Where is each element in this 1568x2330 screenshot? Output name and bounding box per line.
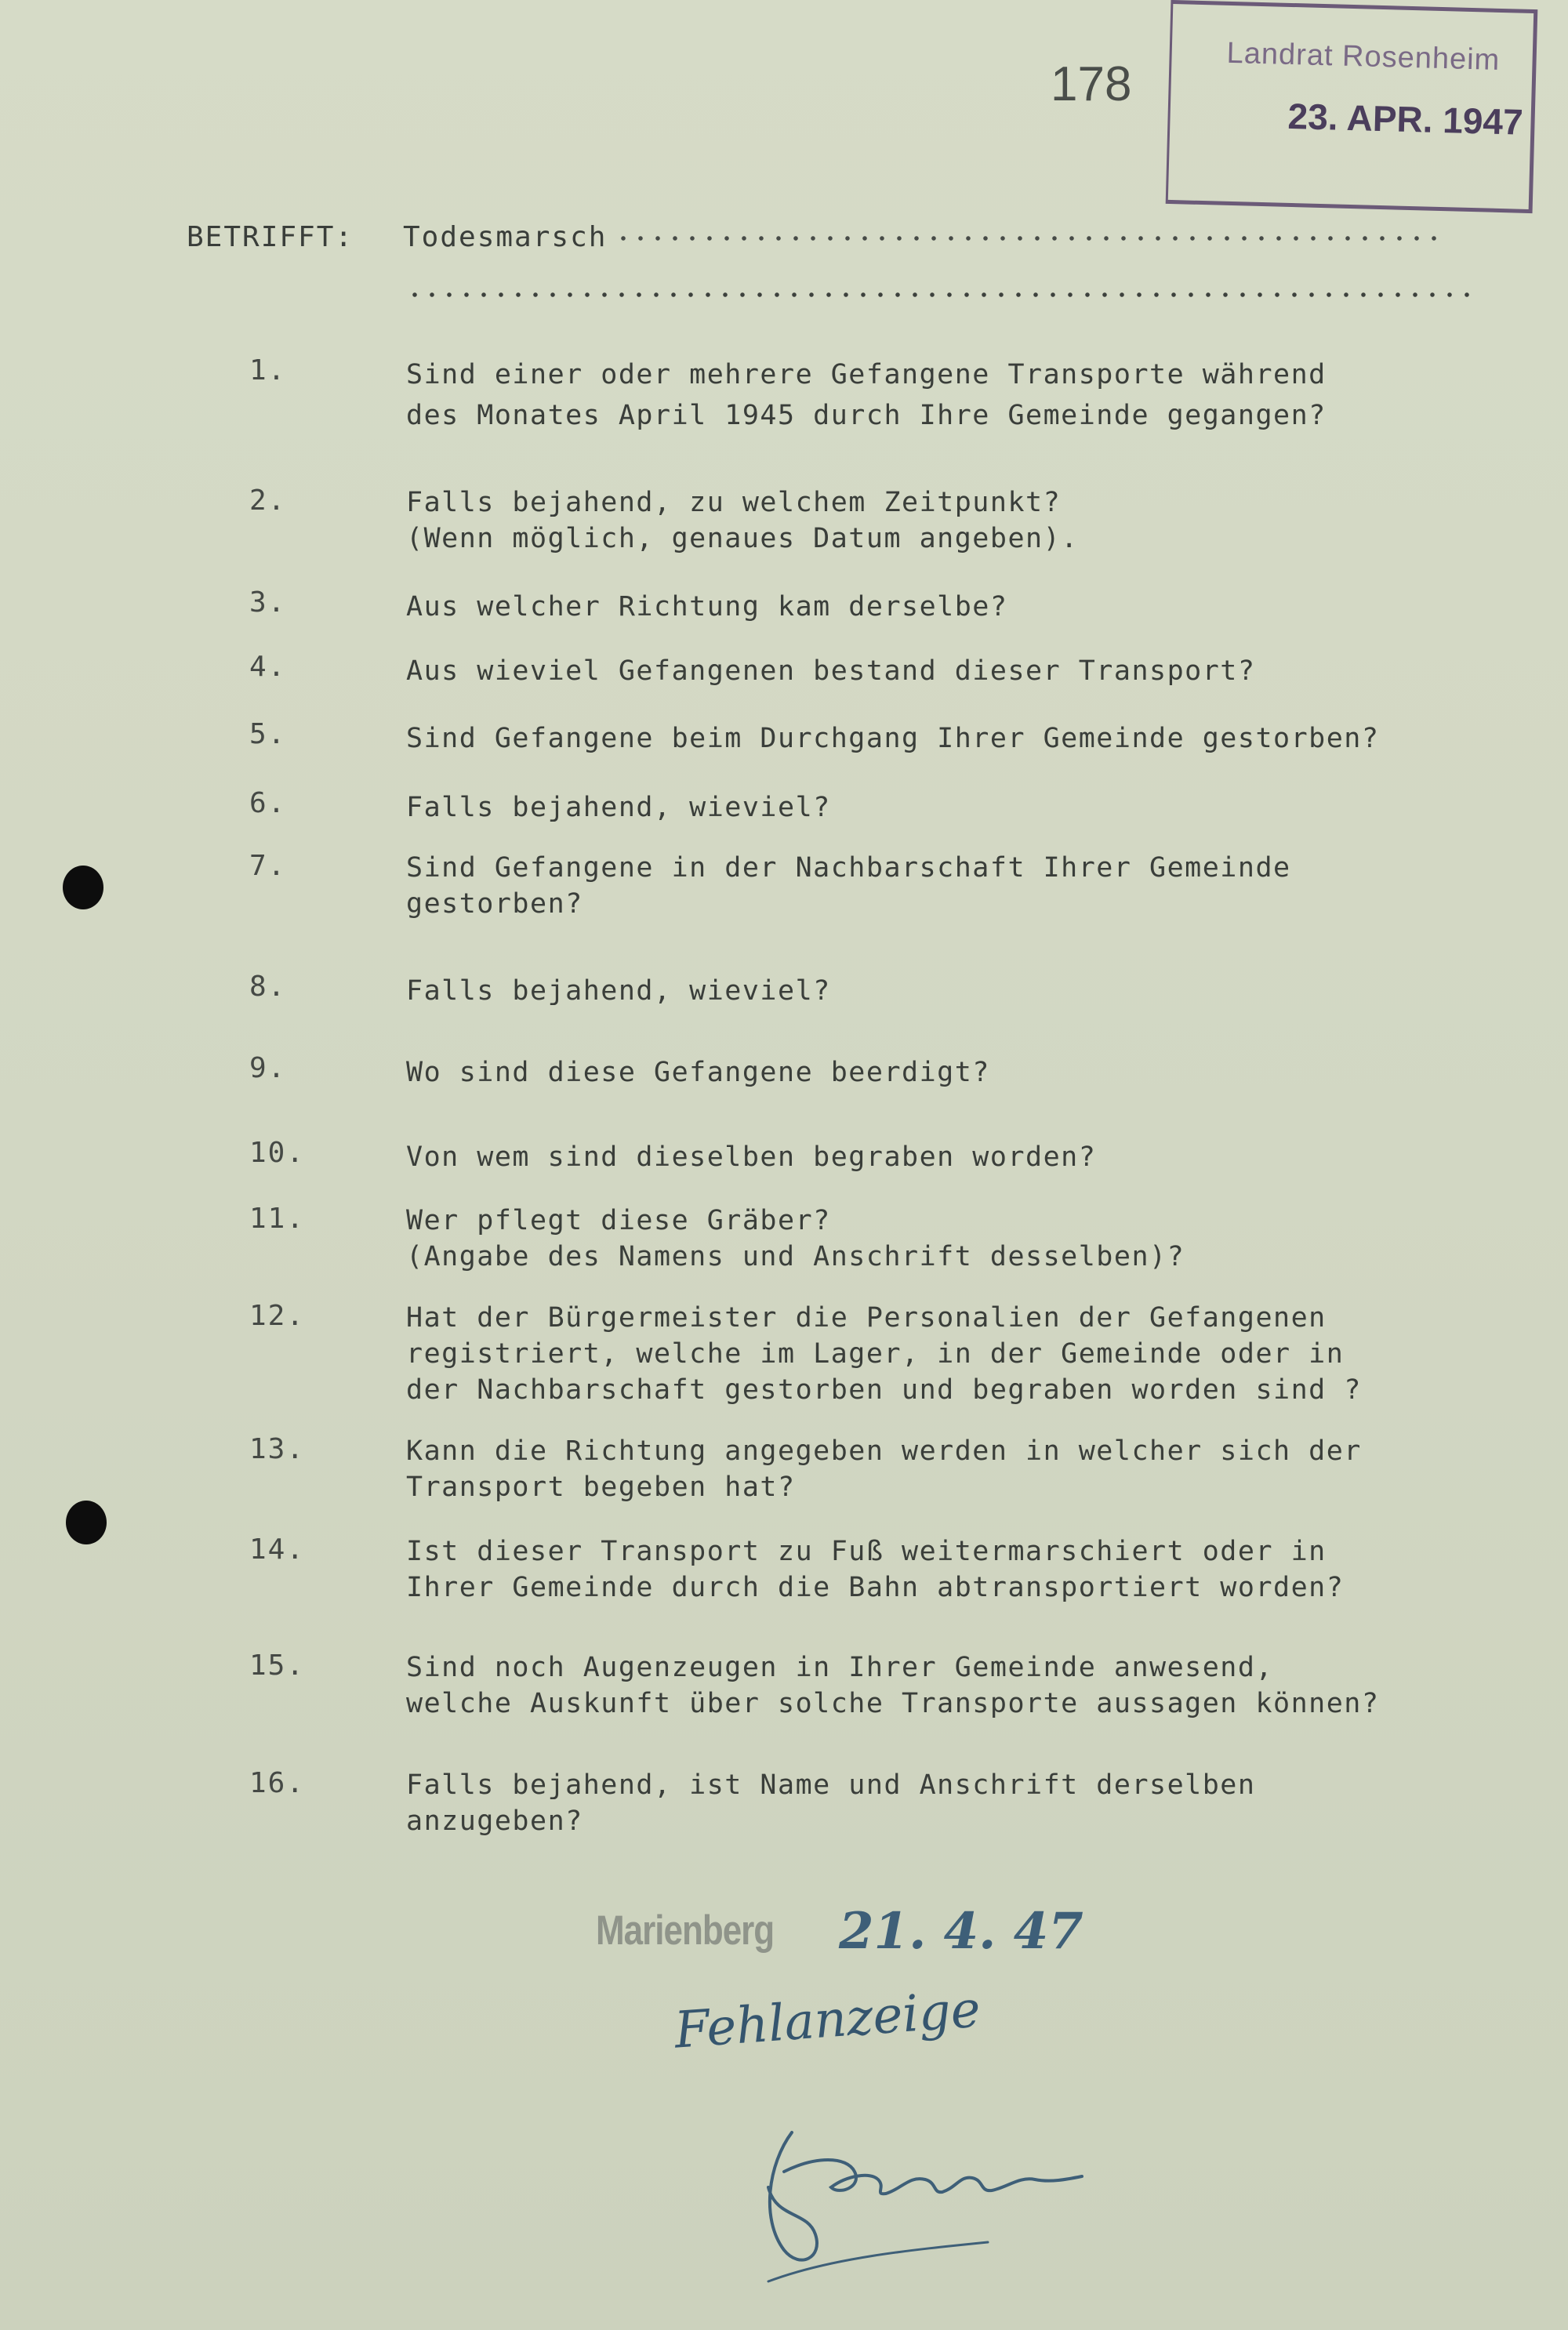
question-number: 8. bbox=[249, 971, 287, 1003]
handwritten-answer: Fehlanzeige bbox=[672, 1980, 982, 2060]
subject-value: Todesmarsch bbox=[403, 221, 608, 253]
question-number: 10. bbox=[249, 1137, 306, 1169]
question-text: Wer pflegt diese Gräber? (Angabe des Namens und Anschrift desselben)? bbox=[406, 1205, 1185, 1272]
page-number: 178 bbox=[1051, 57, 1132, 111]
question-text: Kann die Richtung angegeben werden in welcher sich der Transport begeben hat? bbox=[406, 1435, 1362, 1503]
question-text: Sind noch Augenzeugen in Ihrer Gemeinde anwesend, welche Auskunft über solche Transporte aussagen können? bbox=[406, 1652, 1380, 1719]
question-number: 9. bbox=[249, 1052, 287, 1084]
question-text: Falls bejahend, wieviel? bbox=[406, 975, 831, 1007]
signature-image bbox=[737, 2101, 1098, 2305]
question-text: Sind Gefangene beim Durchgang Ihrer Gemeinde gestorben? bbox=[406, 723, 1380, 754]
question-number: 2. bbox=[249, 485, 287, 517]
question-number: 3. bbox=[249, 586, 287, 619]
question-text: Sind einer oder mehrere Gefangene Transporte während des Monates April 1945 durch Ihre Gemeinde gegangen? bbox=[406, 359, 1327, 431]
question-text: Wo sind diese Gefangene beerdigt? bbox=[406, 1057, 990, 1088]
handwritten-date: 21. 4. 47 bbox=[839, 1902, 1083, 1961]
question-text: Falls bejahend, zu welchem Zeitpunkt? (Wenn möglich, genaues Datum angeben). bbox=[406, 487, 1079, 554]
question-number: 6. bbox=[249, 787, 287, 819]
question-text: Aus welcher Richtung kam derselbe? bbox=[406, 591, 1008, 622]
question-number: 5. bbox=[249, 718, 287, 750]
place-stamp: Marienberg bbox=[596, 1907, 775, 1954]
question-number: 15. bbox=[249, 1650, 306, 1682]
question-text: Aus wieviel Gefangenen bestand dieser Transport? bbox=[406, 655, 1256, 687]
question-number: 4. bbox=[249, 651, 287, 683]
question-text: Falls bejahend, ist Name und Anschrift derselben anzugeben? bbox=[406, 1769, 1256, 1837]
stamp-date: 23. APR. 1947 bbox=[1287, 95, 1524, 143]
question-number: 13. bbox=[249, 1433, 306, 1465]
question-text: Ist dieser Transport zu Fuß weitermarschiert oder in Ihrer Gemeinde durch die Bahn abtransportiert worden? bbox=[406, 1536, 1345, 1603]
question-number: 14. bbox=[249, 1533, 306, 1566]
subject-label: BETRIFFT: bbox=[187, 221, 354, 253]
question-number: 1. bbox=[249, 354, 287, 387]
question-text: Von wem sind dieselben begraben worden? bbox=[406, 1141, 1097, 1173]
stamp-office: Landrat Rosenheim bbox=[1226, 36, 1501, 77]
question-text: Sind Gefangene in der Nachbarschaft Ihrer Gemeinde gestorben? bbox=[406, 852, 1291, 920]
question-text: Falls bejahend, wieviel? bbox=[406, 792, 831, 823]
question-number: 11. bbox=[249, 1203, 306, 1235]
question-number: 7. bbox=[249, 850, 287, 882]
question-number: 16. bbox=[249, 1767, 306, 1799]
question-number: 12. bbox=[249, 1300, 306, 1332]
question-text: Hat der Bürgermeister die Personalien der Gefangenen registriert, welche im Lager, in der Gemeinde oder in der Nachbarschaft gestorben und begraben worden sind ? bbox=[406, 1302, 1362, 1406]
